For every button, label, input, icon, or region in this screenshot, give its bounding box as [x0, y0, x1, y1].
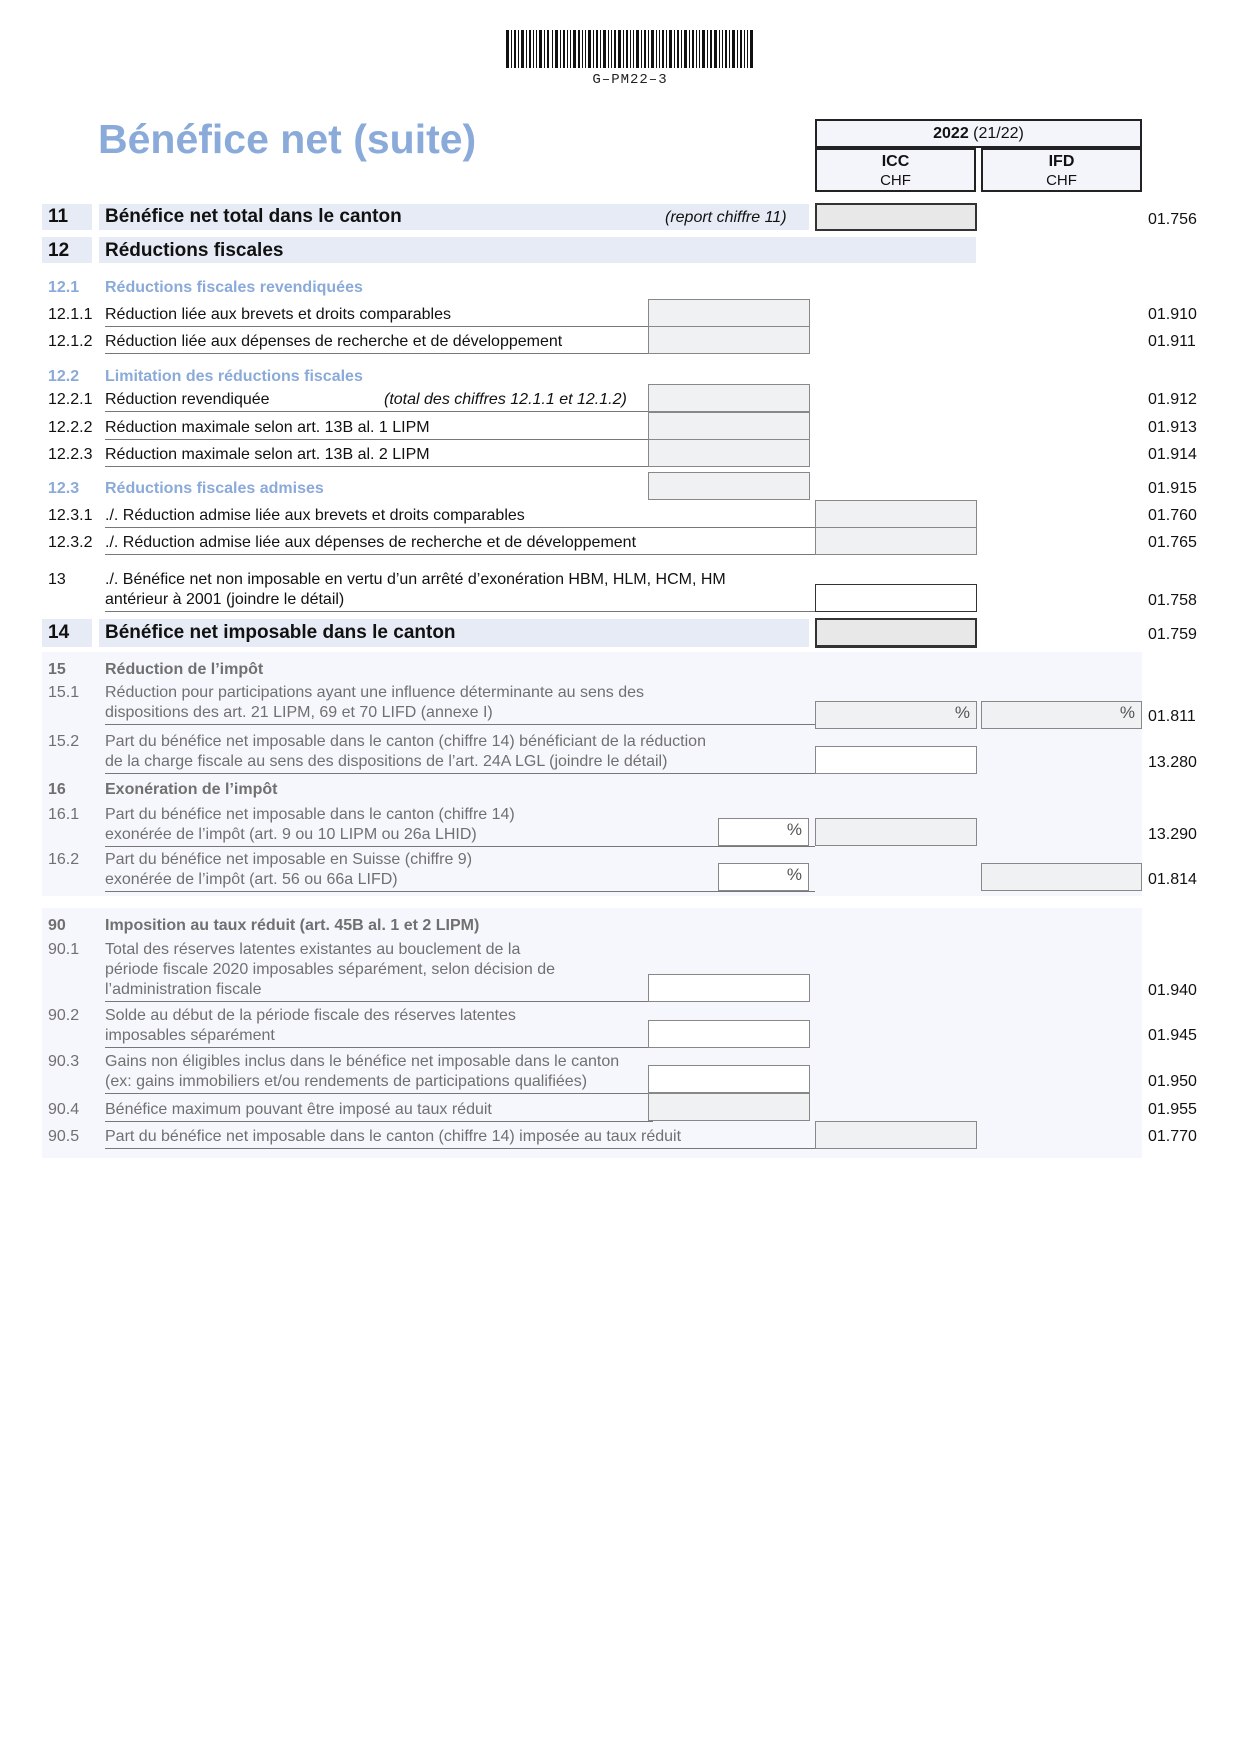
row16-1-num: 16.1: [48, 806, 80, 823]
row12-2-1-label: Réduction revendiquée: [105, 391, 653, 412]
row16-2-num: 16.2: [48, 851, 80, 868]
row90-5-code: 01.770: [1148, 1128, 1197, 1145]
row12-2-1-code: 01.912: [1148, 391, 1197, 408]
row12-2-2-field[interactable]: [648, 412, 810, 440]
row15-1-num: 15.1: [48, 684, 80, 701]
row12-2-1-note: (total des chiffres 12.1.1 et 12.1.2): [384, 391, 627, 408]
row90-4-label: Bénéfice maximum pouvant être imposé au taux réduit: [105, 1101, 653, 1122]
row90-1-line3: l’administration fiscale: [105, 981, 653, 1002]
row90-num: 90: [48, 917, 66, 934]
row13-line1: ./. Bénéfice net non imposable en vertu d’un arrêté d’exonération HBM, HLM, HCM, HM: [105, 571, 726, 588]
row15-1-line1: Réduction pour participations ayant une influence déterminante au sens des: [105, 684, 645, 701]
row90-5-label: Part du bénéfice net imposable dans le canton (chiffre 14) imposée au taux réduit: [105, 1128, 815, 1149]
row13-code: 01.758: [1148, 592, 1197, 609]
row90-4-num: 90.4: [48, 1101, 80, 1118]
icc-column-header: [815, 148, 976, 192]
row90-2-code: 01.945: [1148, 1027, 1197, 1044]
row11-note: (report chiffre 11): [665, 209, 787, 226]
row12-1-1-field[interactable]: [648, 299, 810, 327]
row16-1-pct-field[interactable]: %: [718, 818, 809, 846]
row90-4-field[interactable]: [648, 1093, 810, 1121]
row12-3-code: 01.915: [1148, 480, 1197, 497]
row14-code: 01.759: [1148, 626, 1197, 643]
row12-1-1-label: Réduction liée aux brevets et droits comparables: [105, 306, 653, 327]
page-title: Bénéfice net (suite): [98, 116, 477, 162]
row12-1-2-label: Réduction liée aux dépenses de recherche et de développement: [105, 333, 653, 354]
barcode: [506, 30, 754, 68]
row16-1-code: 13.290: [1148, 826, 1197, 843]
row11-icc-field[interactable]: [815, 203, 977, 231]
row12-2-1-field[interactable]: [648, 384, 810, 412]
row12-3-1-icc-field[interactable]: [815, 500, 977, 528]
ifd-unit: CHF: [1046, 172, 1077, 189]
ifd-name: IFD: [1048, 153, 1075, 170]
row13-icc-field[interactable]: [815, 584, 977, 612]
row90-3-line2: (ex: gains immobiliers et/ou rendements de participations qualifiées): [105, 1073, 653, 1094]
row15-2-icc-field[interactable]: [815, 746, 977, 774]
row15-1-ifd-field[interactable]: %: [981, 701, 1142, 729]
row12-3-2-code: 01.765: [1148, 534, 1197, 551]
row14-icc-field[interactable]: [815, 618, 977, 648]
row12-3-1-code: 01.760: [1148, 507, 1197, 524]
row90-2-field[interactable]: [648, 1020, 810, 1048]
row90-2-line1: Solde au début de la période fiscale des réserves latentes: [105, 1007, 516, 1024]
row12-2-1-num: 12.2.1: [48, 391, 93, 408]
row12-num: 12: [48, 240, 70, 261]
row12-2-3-label: Réduction maximale selon art. 13B al. 2 LIPM: [105, 446, 653, 467]
form-code: G–PM22–3: [592, 72, 668, 88]
row90-4-code: 01.955: [1148, 1101, 1197, 1118]
year-header: [815, 119, 1142, 148]
row90-3-code: 01.950: [1148, 1073, 1197, 1090]
row12-3-2-label: ./. Réduction admise liée aux dépenses de recherche et de développement: [105, 534, 815, 555]
row11-num: 11: [48, 206, 69, 227]
row15-2-line1: Part du bénéfice net imposable dans le canton (chiffre 14) bénéficiant de la réduction: [105, 733, 706, 750]
row16-2-code: 01.814: [1148, 871, 1197, 888]
row12-2-3-code: 01.914: [1148, 446, 1197, 463]
row16-1-line2: exonérée de l’impôt (art. 9 ou 10 LIPM ou 26a LHID): [105, 826, 815, 847]
ifd-column-header: [981, 148, 1142, 192]
row16-label: Exonération de l’impôt: [105, 781, 278, 798]
row12-3-1-num: 12.3.1: [48, 507, 93, 524]
row12-1-2-code: 01.911: [1148, 333, 1196, 350]
row15-label: Réduction de l’impôt: [105, 661, 264, 678]
row90-3-field[interactable]: [648, 1065, 810, 1093]
row15-1-line2: dispositions des art. 21 LIPM, 69 et 70 LIFD (annexe I): [105, 704, 815, 725]
row12-2-2-num: 12.2.2: [48, 419, 93, 436]
row15-2-code: 13.280: [1148, 754, 1197, 771]
row12-1-1-code: 01.910: [1148, 306, 1197, 323]
row15-num: 15: [48, 661, 66, 678]
row90-1-code: 01.940: [1148, 982, 1197, 999]
row90-label: Imposition au taux réduit (art. 45B al. 1 et 2 LIPM): [105, 917, 480, 934]
row12-1-label: Réductions fiscales revendiquées: [105, 279, 363, 296]
row12-2-3-field[interactable]: [648, 439, 810, 467]
row12-2-num: 12.2: [48, 368, 80, 385]
row12-1-2-num: 12.1.2: [48, 333, 93, 350]
year-bold: 2022: [933, 125, 969, 142]
row12-label: Réductions fiscales: [105, 240, 284, 261]
row11-code: 01.756: [1148, 211, 1197, 228]
row14-label: Bénéfice net imposable dans le canton: [105, 622, 456, 643]
year-period: (21/22): [968, 125, 1024, 142]
row90-3-line1: Gains non éligibles inclus dans le bénéfice net imposable dans le canton: [105, 1053, 620, 1070]
row90-2-num: 90.2: [48, 1007, 80, 1024]
row12-2-3-num: 12.2.3: [48, 446, 93, 463]
row12-1-num: 12.1: [48, 279, 80, 296]
row16-2-ifd-field[interactable]: [981, 863, 1142, 891]
row11-label: Bénéfice net total dans le canton: [105, 206, 402, 227]
row15-1-icc-field[interactable]: %: [815, 701, 977, 729]
row12-1-2-field[interactable]: [648, 326, 810, 354]
row16-1-line1: Part du bénéfice net imposable dans le canton (chiffre 14): [105, 806, 515, 823]
row16-1-icc-field[interactable]: [815, 818, 977, 846]
icc-unit: CHF: [880, 172, 911, 189]
row16-2-line1: Part du bénéfice net imposable en Suisse (chiffre 9): [105, 851, 473, 868]
row90-3-num: 90.3: [48, 1053, 80, 1070]
row15-2-line2: de la charge fiscale au sens des dispositions de l’art. 24A LGL (joindre le détail): [105, 753, 815, 774]
row12-2-2-code: 01.913: [1148, 419, 1197, 436]
row16-2-pct-field[interactable]: %: [718, 863, 809, 891]
row90-1-line1: Total des réserves latentes existantes au bouclement de la: [105, 941, 521, 958]
icc-name: ICC: [881, 153, 910, 170]
row14-num: 14: [48, 622, 70, 643]
row90-1-num: 90.1: [48, 941, 80, 958]
row16-2-line2: exonérée de l’impôt (art. 56 ou 66a LIFD): [105, 871, 815, 892]
row12-3-label: Réductions fiscales admises: [105, 480, 324, 497]
row15-2-num: 15.2: [48, 733, 80, 750]
row12-3-2-num: 12.3.2: [48, 534, 93, 551]
row12-2-2-label: Réduction maximale selon art. 13B al. 1 LIPM: [105, 419, 653, 440]
row90-5-num: 90.5: [48, 1128, 80, 1145]
row13-num: 13: [48, 571, 66, 588]
row90-2-line2: imposables séparément: [105, 1027, 653, 1048]
row12-3-num: 12.3: [48, 480, 80, 497]
row16-num: 16: [48, 781, 66, 798]
row90-1-line2: période fiscale 2020 imposables séparément, selon décision de: [105, 961, 556, 978]
row12-3-field[interactable]: [648, 472, 810, 500]
row12-2-label: Limitation des réductions fiscales: [105, 368, 363, 385]
row12-3-1-label: ./. Réduction admise liée aux brevets et droits comparables: [105, 507, 815, 528]
row12-3-2-icc-field[interactable]: [815, 527, 977, 555]
row90-5-icc-field[interactable]: [815, 1121, 977, 1149]
row13-line2: antérieur à 2001 (joindre le détail): [105, 591, 815, 612]
row12-1-1-num: 12.1.1: [48, 306, 93, 323]
row15-1-code: 01.811: [1148, 708, 1196, 725]
row90-1-field[interactable]: [648, 974, 810, 1002]
